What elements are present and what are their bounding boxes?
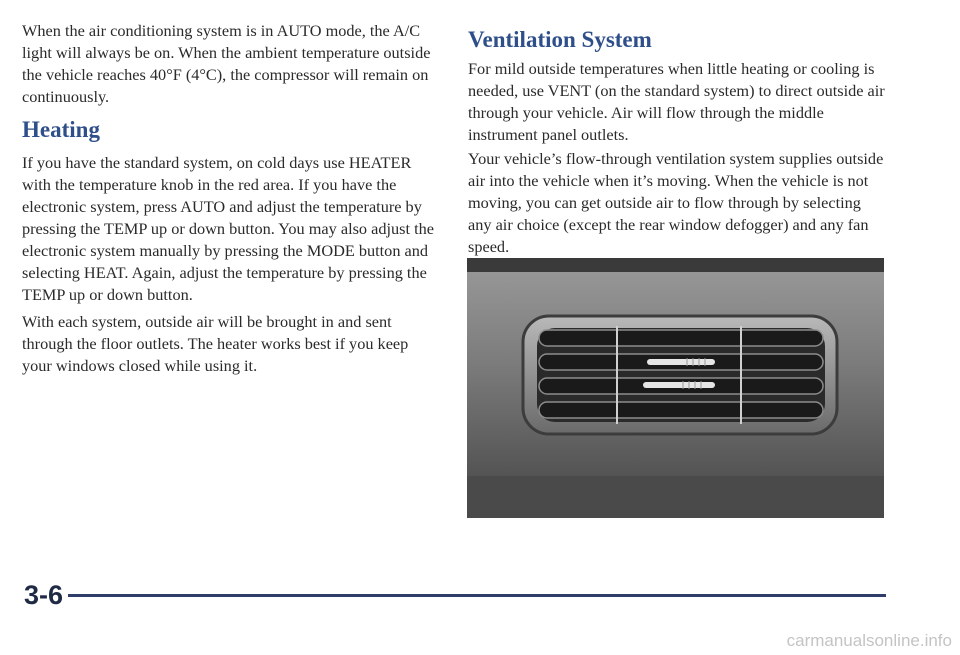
air-vent-illustration [467,258,884,518]
footer-rule [68,594,886,597]
air-vent-photo [467,258,884,518]
ventilation-paragraph-2: Your vehicle’s flow-through ventilation system supplies outside air into the vehicle when it’s moving. When the vehicle is not moving, you can get outside air to flow through by selecting any air choice (except the rear window defogger) and any fan speed. [468,149,884,256]
ventilation-paragraph-1: For mild outside temperatures when little heating or cooling is needed, use VENT (on the standard system) to direct outside air through your vehicle. Air will flow through the middle instrument panel outlets. [468,59,885,144]
page-number: 3-6 [24,580,64,610]
intro-paragraph: When the air conditioning system is in AUTO mode, the A/C light will always be on. When the ambient temperature outside the vehicle reaches 40°F (4°C), the compressor will remain on continuously. [22,21,431,106]
heating-paragraph-1: If you have the standard system, on cold days use HEATER with the temperature knob in the red area. If you have the electronic system, press AUTO and adjust the temperature by pressing the TEMP up or down button. You may also adjust the electronic system manually by pressing the MODE button and selecting HEAT. Again, adjust the temperature by pressing the TEMP up or down button. [22,153,434,304]
heating-paragraph-2: With each system, outside air will be brought in and sent through the floor outlets. The heater works best if you keep your windows closed while using it. [22,312,409,375]
ventilation-heading: Ventilation System [468,27,652,52]
heating-heading: Heating [22,117,100,142]
watermark: carmanualsonline.info [786,631,952,650]
